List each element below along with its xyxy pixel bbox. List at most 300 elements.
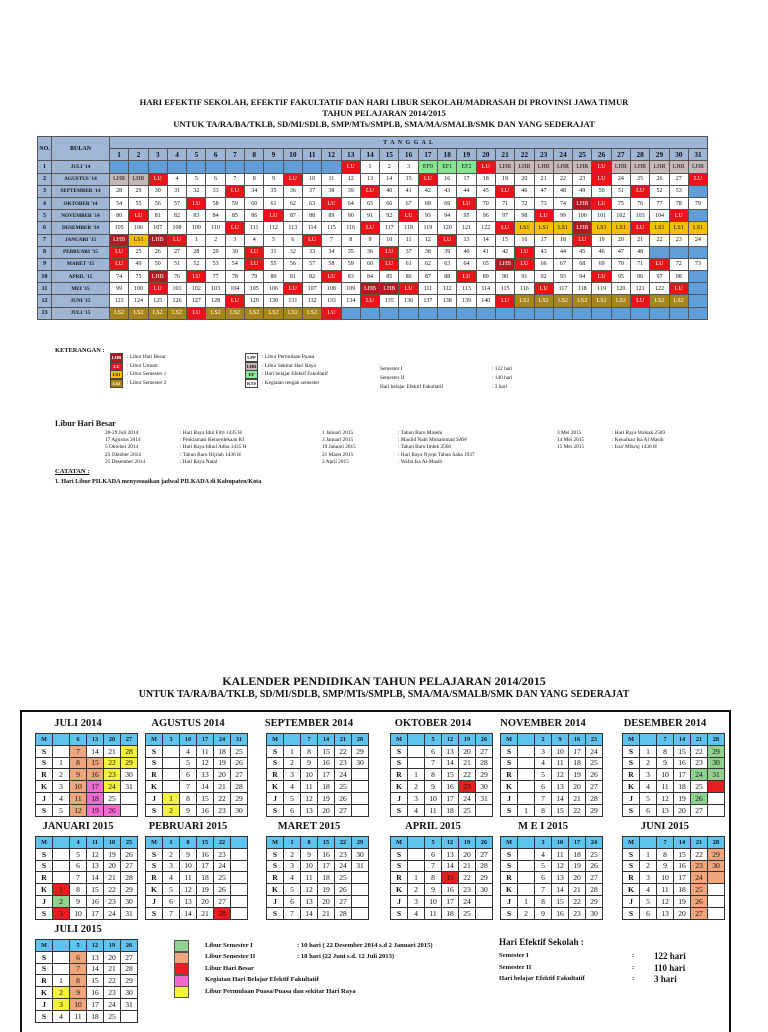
day-label: R bbox=[36, 769, 53, 781]
day-cell: 53 bbox=[206, 258, 225, 270]
week-cell: 13 bbox=[87, 734, 104, 746]
date-cell: 9 bbox=[301, 757, 318, 769]
day-label: S bbox=[267, 757, 284, 769]
day-cell: 134 bbox=[341, 295, 360, 307]
date-cell: 15 bbox=[552, 804, 569, 816]
date-cell: 18 bbox=[87, 792, 104, 804]
holiday-date: 25 Desember 2014 bbox=[105, 458, 146, 465]
day-cell: 94 bbox=[438, 210, 457, 222]
kalender-title: KALENDER PENDIDIKAN TAHUN PELAJARAN 2014/2015 bbox=[222, 674, 546, 688]
date-cell: 4 bbox=[284, 872, 301, 884]
date-cell: 20 bbox=[674, 907, 691, 919]
day-cell bbox=[688, 295, 707, 307]
day-cell bbox=[399, 307, 418, 319]
table-row bbox=[38, 283, 708, 295]
date-cell: 22 bbox=[214, 792, 231, 804]
date-header-cell: 28 bbox=[631, 149, 650, 161]
day-cell: 105 bbox=[110, 222, 129, 234]
month-header-row bbox=[501, 734, 603, 746]
holiday-date: 3 April 2015 bbox=[322, 458, 349, 465]
date-cell: 27 bbox=[214, 895, 231, 907]
date-cell: 6 bbox=[163, 895, 180, 907]
day-cell: 77 bbox=[650, 197, 669, 209]
date-cell: 15 bbox=[87, 884, 104, 896]
date-cell: 15 bbox=[674, 745, 691, 757]
week-row bbox=[146, 872, 248, 884]
day-label: S bbox=[623, 804, 640, 816]
day-cell: 67 bbox=[553, 258, 572, 270]
date-cell: 24 bbox=[214, 860, 231, 872]
day-cell: 11 bbox=[399, 234, 418, 246]
day-cell: 13 bbox=[457, 234, 476, 246]
day-cell: 48 bbox=[631, 246, 650, 258]
day-cell: 102 bbox=[187, 283, 206, 295]
week-cell bbox=[408, 837, 425, 849]
date-cell: 13 bbox=[552, 781, 569, 793]
date-cell: 1 bbox=[284, 745, 301, 757]
date-cell: 10 bbox=[552, 745, 569, 757]
day-cell: 44 bbox=[553, 246, 572, 258]
date-header-cell: 7 bbox=[225, 149, 244, 161]
day-cell: 48 bbox=[553, 185, 572, 197]
day-cell: 22 bbox=[553, 173, 572, 185]
date-cell: 17 bbox=[318, 769, 335, 781]
date-cell: 18 bbox=[674, 781, 691, 793]
day-cell: 77 bbox=[206, 271, 225, 283]
day-label: S bbox=[267, 804, 284, 816]
day-cell: 106 bbox=[129, 222, 148, 234]
day-cell: 121 bbox=[631, 283, 650, 295]
date-cell: 23 bbox=[104, 895, 121, 907]
row-bulan: MEI '15 bbox=[52, 283, 110, 295]
week-cell: 10 bbox=[180, 734, 197, 746]
row-bulan: AGUSTUS '14 bbox=[52, 173, 110, 185]
date-cell bbox=[476, 804, 493, 816]
month-header-row bbox=[267, 837, 369, 849]
date-cell bbox=[53, 951, 70, 963]
week-row bbox=[36, 895, 138, 907]
date-cell bbox=[408, 745, 425, 757]
day-cell: 37 bbox=[302, 185, 321, 197]
legend-code-ls1: LS1 bbox=[110, 370, 123, 379]
date-cell bbox=[121, 792, 138, 804]
date-cell: 7 bbox=[70, 745, 87, 757]
date-cell: 9 bbox=[657, 757, 674, 769]
date-cell: 15 bbox=[442, 872, 459, 884]
week-row bbox=[623, 745, 725, 757]
date-cell: 12 bbox=[70, 804, 87, 816]
date-cell: 6 bbox=[640, 907, 657, 919]
week-row bbox=[623, 872, 725, 884]
week-cell: 26 bbox=[121, 940, 138, 952]
week-cell: M bbox=[267, 837, 284, 849]
date-cell: 26 bbox=[231, 757, 248, 769]
date-cell: 26 bbox=[335, 884, 352, 896]
day-cell: 127 bbox=[187, 295, 206, 307]
day-cell: 26 bbox=[650, 173, 669, 185]
summary-label: Semester II bbox=[380, 375, 405, 381]
date-cell: 2 bbox=[163, 848, 180, 860]
month-title: MARET 2015 bbox=[277, 821, 341, 832]
date-cell: 3 bbox=[284, 769, 301, 781]
date-cell: 3 bbox=[640, 872, 657, 884]
date-cell: 9 bbox=[180, 848, 197, 860]
week-cell: 19 bbox=[459, 734, 476, 746]
date-cell: 28 bbox=[214, 907, 231, 919]
day-cell: 74 bbox=[553, 197, 572, 209]
row-no: 7 bbox=[38, 234, 52, 246]
week-cell: 19 bbox=[104, 940, 121, 952]
legend-text: : Libur Sekitar Hari Raya bbox=[262, 362, 316, 369]
day-cell: LU bbox=[399, 283, 418, 295]
week-row bbox=[36, 987, 138, 999]
day-cell: 99 bbox=[110, 283, 129, 295]
date-cell bbox=[352, 804, 369, 816]
week-cell: M bbox=[623, 734, 640, 746]
row-no: 8 bbox=[38, 246, 52, 258]
day-label: S bbox=[267, 907, 284, 919]
month-header-row bbox=[36, 940, 138, 952]
date-cell: 26 bbox=[586, 769, 603, 781]
day-cell: 96 bbox=[476, 210, 495, 222]
date-cell: 5 bbox=[53, 804, 70, 816]
date-cell: 10 bbox=[301, 769, 318, 781]
date-cell: 7 bbox=[284, 907, 301, 919]
week-cell: 26 bbox=[476, 734, 493, 746]
day-cell: 41 bbox=[476, 246, 495, 258]
day-cell bbox=[553, 307, 572, 319]
date-cell: 12 bbox=[301, 884, 318, 896]
date-cell: 21 bbox=[459, 757, 476, 769]
day-cell: LU bbox=[245, 246, 264, 258]
week-row bbox=[623, 884, 725, 896]
day-cell: LU bbox=[515, 246, 534, 258]
week-row bbox=[36, 860, 138, 872]
day-cell: LU bbox=[592, 173, 611, 185]
date-cell: 5 bbox=[180, 757, 197, 769]
day-cell: 40 bbox=[457, 246, 476, 258]
day-cell: 89 bbox=[476, 271, 495, 283]
holiday-date: 3 Mei 2015 bbox=[557, 430, 582, 436]
row-bulan: JULI '14 bbox=[52, 161, 110, 173]
day-cell: LHR bbox=[688, 161, 707, 173]
date-cell: 25 bbox=[335, 781, 352, 793]
day-cell: 29 bbox=[206, 246, 225, 258]
date-cell: 27 bbox=[691, 907, 708, 919]
date-cell bbox=[476, 907, 493, 919]
date-cell: 23 bbox=[569, 907, 586, 919]
day-cell: 109 bbox=[341, 283, 360, 295]
day-cell: LU bbox=[302, 234, 321, 246]
week-row bbox=[36, 745, 138, 757]
date-cell: 7 bbox=[425, 757, 442, 769]
week-row bbox=[36, 769, 138, 781]
week-cell: M bbox=[36, 837, 53, 849]
hari-efektif-table bbox=[37, 136, 708, 320]
day-cell: 103 bbox=[631, 210, 650, 222]
date-cell bbox=[121, 804, 138, 816]
date-cell: 11 bbox=[197, 745, 214, 757]
date-cell: 12 bbox=[180, 884, 197, 896]
date-cell: 6 bbox=[284, 804, 301, 816]
week-cell: 24 bbox=[214, 734, 231, 746]
week-cell: M bbox=[146, 837, 163, 849]
day-cell: 51 bbox=[611, 185, 630, 197]
date-cell bbox=[518, 781, 535, 793]
day-cell: LU bbox=[380, 258, 399, 270]
date-header-cell: 10 bbox=[283, 149, 302, 161]
row-bulan: PEBRUARI '15 bbox=[52, 246, 110, 258]
week-row bbox=[623, 860, 725, 872]
date-cell: 27 bbox=[121, 951, 138, 963]
row-bulan: JUNI '15 bbox=[52, 295, 110, 307]
date-cell bbox=[352, 884, 369, 896]
day-cell: 51 bbox=[167, 258, 186, 270]
day-cell: LU bbox=[341, 161, 360, 173]
month-title: OKTOBER 2014 bbox=[394, 718, 472, 729]
day-cell: 5 bbox=[264, 234, 283, 246]
week-cell: 12 bbox=[442, 837, 459, 849]
day-cell bbox=[669, 307, 688, 319]
week-row bbox=[146, 804, 248, 816]
day-cell: LS2 bbox=[553, 295, 572, 307]
day-cell bbox=[380, 307, 399, 319]
month-table bbox=[390, 733, 493, 817]
day-cell: LS1 bbox=[592, 222, 611, 234]
date-cell: 10 bbox=[425, 792, 442, 804]
date-cell: 19 bbox=[214, 757, 231, 769]
day-cell: 19 bbox=[495, 173, 514, 185]
week-cell: 15 bbox=[197, 837, 214, 849]
date-cell: 4 bbox=[53, 792, 70, 804]
day-cell bbox=[187, 161, 206, 173]
day-cell: 7 bbox=[322, 234, 341, 246]
legend-label: Libur Semester II bbox=[205, 953, 256, 960]
week-row bbox=[623, 895, 725, 907]
date-cell bbox=[352, 895, 369, 907]
day-cell: LU bbox=[592, 161, 611, 173]
date-cell: 27 bbox=[476, 745, 493, 757]
day-cell: 18 bbox=[553, 234, 572, 246]
efektif-value: 110 hari bbox=[654, 962, 686, 973]
date-cell bbox=[352, 792, 369, 804]
date-cell bbox=[708, 781, 725, 793]
day-cell: 14 bbox=[476, 234, 495, 246]
date-header-cell: 21 bbox=[495, 149, 514, 161]
date-cell: 20 bbox=[104, 951, 121, 963]
date-cell: 30 bbox=[352, 757, 369, 769]
day-cell: 64 bbox=[341, 197, 360, 209]
day-label: S bbox=[501, 804, 518, 816]
day-cell: 6 bbox=[283, 234, 302, 246]
catatan-text: 1. Hari Libur PILKADA menyesuaikan jadwal PILKADA di Kabupaten/Kota bbox=[55, 478, 262, 485]
month-header-row bbox=[623, 837, 725, 849]
week-cell: M bbox=[36, 940, 53, 952]
date-cell: 8 bbox=[70, 884, 87, 896]
date-cell: 24 bbox=[586, 745, 603, 757]
week-cell: 24 bbox=[586, 837, 603, 849]
day-cell: 118 bbox=[399, 222, 418, 234]
week-cell: M bbox=[391, 734, 408, 746]
week-row bbox=[501, 848, 603, 860]
day-cell: LHR bbox=[110, 173, 129, 185]
date-cell: 17 bbox=[674, 872, 691, 884]
day-label: S bbox=[146, 860, 163, 872]
date-header-cell: 9 bbox=[264, 149, 283, 161]
day-cell: LS1 bbox=[553, 222, 572, 234]
day-cell: LU bbox=[650, 258, 669, 270]
date-header-cell: 26 bbox=[592, 149, 611, 161]
day-cell: LS2 bbox=[611, 295, 630, 307]
date-cell: 29 bbox=[586, 804, 603, 816]
date-cell: 6 bbox=[284, 895, 301, 907]
day-cell bbox=[515, 307, 534, 319]
date-cell: 13 bbox=[301, 895, 318, 907]
day-cell: 56 bbox=[283, 258, 302, 270]
row-no: 12 bbox=[38, 295, 52, 307]
week-cell: 5 bbox=[425, 734, 442, 746]
doc-title: HARI EFEKTIF SEKOLAH, EFEKTIF FAKULTATIF DAN HARI LIBUR SEKOLAH/MADRASAH DI PROVINSI JAWA TIMUR bbox=[139, 97, 629, 107]
day-cell: 108 bbox=[167, 222, 186, 234]
date-header-cell: 19 bbox=[457, 149, 476, 161]
day-cell: 37 bbox=[399, 246, 418, 258]
day-cell bbox=[476, 307, 495, 319]
day-cell: 84 bbox=[206, 210, 225, 222]
day-cell: LS2 bbox=[534, 295, 553, 307]
date-cell: 30 bbox=[121, 769, 138, 781]
date-cell: 22 bbox=[104, 884, 121, 896]
date-cell: 10 bbox=[301, 860, 318, 872]
date-cell: 3 bbox=[53, 781, 70, 793]
date-cell: 15 bbox=[674, 848, 691, 860]
day-cell: LU bbox=[148, 283, 167, 295]
day-cell bbox=[688, 307, 707, 319]
week-row bbox=[391, 769, 493, 781]
day-cell: 72 bbox=[669, 258, 688, 270]
week-cell: 10 bbox=[552, 837, 569, 849]
day-cell: 46 bbox=[515, 185, 534, 197]
day-label: R bbox=[391, 769, 408, 781]
day-cell bbox=[495, 307, 514, 319]
week-row bbox=[36, 951, 138, 963]
date-cell: 11 bbox=[180, 872, 197, 884]
date-cell: 31 bbox=[708, 769, 725, 781]
date-cell: 21 bbox=[104, 963, 121, 975]
day-cell: LU bbox=[225, 295, 244, 307]
date-cell: 13 bbox=[442, 745, 459, 757]
date-cell: 4 bbox=[640, 781, 657, 793]
day-cell: 35 bbox=[341, 246, 360, 258]
date-cell: 19 bbox=[569, 860, 586, 872]
day-label: K bbox=[501, 884, 518, 896]
month-title: JANUARI 2015 bbox=[42, 821, 114, 832]
day-cell: LU bbox=[495, 222, 514, 234]
date-cell: 8 bbox=[180, 792, 197, 804]
week-cell: 1 bbox=[284, 837, 301, 849]
legend-text: : Libur Umum bbox=[127, 362, 158, 369]
date-header-cell: 30 bbox=[669, 149, 688, 161]
date-cell: 4 bbox=[535, 757, 552, 769]
day-cell: 87 bbox=[418, 271, 437, 283]
date-cell: 31 bbox=[476, 792, 493, 804]
date-cell: 29 bbox=[708, 848, 725, 860]
holiday-name: : Hari Raya Idul Fitri 1435 H bbox=[180, 430, 242, 436]
date-cell: 14 bbox=[87, 872, 104, 884]
day-cell: LS2 bbox=[302, 307, 321, 319]
week-row bbox=[36, 804, 138, 816]
date-cell bbox=[163, 769, 180, 781]
date-header-cell: 8 bbox=[245, 149, 264, 161]
date-header-cell: 11 bbox=[302, 149, 321, 161]
date-cell: 2 bbox=[518, 907, 535, 919]
day-cell: 26 bbox=[148, 246, 167, 258]
day-cell: 27 bbox=[167, 246, 186, 258]
holiday-date: 19 Januari 2015 bbox=[322, 444, 356, 451]
month-header-row bbox=[623, 734, 725, 746]
table-row bbox=[38, 295, 708, 307]
day-cell: 30 bbox=[225, 246, 244, 258]
day-cell: 45 bbox=[573, 246, 592, 258]
date-cell: 11 bbox=[301, 781, 318, 793]
date-cell bbox=[352, 769, 369, 781]
date-cell bbox=[518, 745, 535, 757]
date-cell: 19 bbox=[674, 792, 691, 804]
month-table bbox=[35, 939, 138, 1023]
day-cell: 6 bbox=[206, 173, 225, 185]
day-cell: 17 bbox=[534, 234, 553, 246]
day-label: S bbox=[36, 951, 53, 963]
date-cell bbox=[708, 872, 725, 884]
day-cell bbox=[225, 161, 244, 173]
date-cell: 17 bbox=[674, 769, 691, 781]
day-cell bbox=[688, 246, 707, 258]
date-header-cell: 20 bbox=[476, 149, 495, 161]
week-cell: 7 bbox=[301, 734, 318, 746]
date-cell bbox=[231, 895, 248, 907]
day-cell: LHB bbox=[573, 222, 592, 234]
row-no: 2 bbox=[38, 173, 52, 185]
date-cell: 17 bbox=[442, 895, 459, 907]
day-cell: LU bbox=[167, 234, 186, 246]
date-cell: 9 bbox=[70, 987, 87, 999]
date-cell: 26 bbox=[586, 860, 603, 872]
week-cell bbox=[518, 734, 535, 746]
date-cell: 13 bbox=[657, 907, 674, 919]
day-cell: 9 bbox=[264, 173, 283, 185]
day-cell: 72 bbox=[515, 197, 534, 209]
day-cell: LS2 bbox=[129, 307, 148, 319]
date-cell: 8 bbox=[301, 745, 318, 757]
date-cell: 13 bbox=[301, 804, 318, 816]
day-cell: 43 bbox=[534, 246, 553, 258]
row-no: 6 bbox=[38, 222, 52, 234]
date-cell: 14 bbox=[552, 884, 569, 896]
day-cell: 90 bbox=[341, 210, 360, 222]
day-cell: LU bbox=[225, 185, 244, 197]
legend-swatch bbox=[174, 952, 189, 964]
day-cell: 63 bbox=[302, 197, 321, 209]
day-cell: 128 bbox=[206, 295, 225, 307]
day-cell: LHR bbox=[534, 161, 553, 173]
date-cell: 28 bbox=[335, 907, 352, 919]
day-cell: 76 bbox=[631, 197, 650, 209]
week-row bbox=[267, 884, 369, 896]
week-cell bbox=[53, 940, 70, 952]
week-row bbox=[146, 745, 248, 757]
week-cell: 31 bbox=[231, 734, 248, 746]
date-cell: 29 bbox=[586, 895, 603, 907]
day-cell bbox=[592, 307, 611, 319]
